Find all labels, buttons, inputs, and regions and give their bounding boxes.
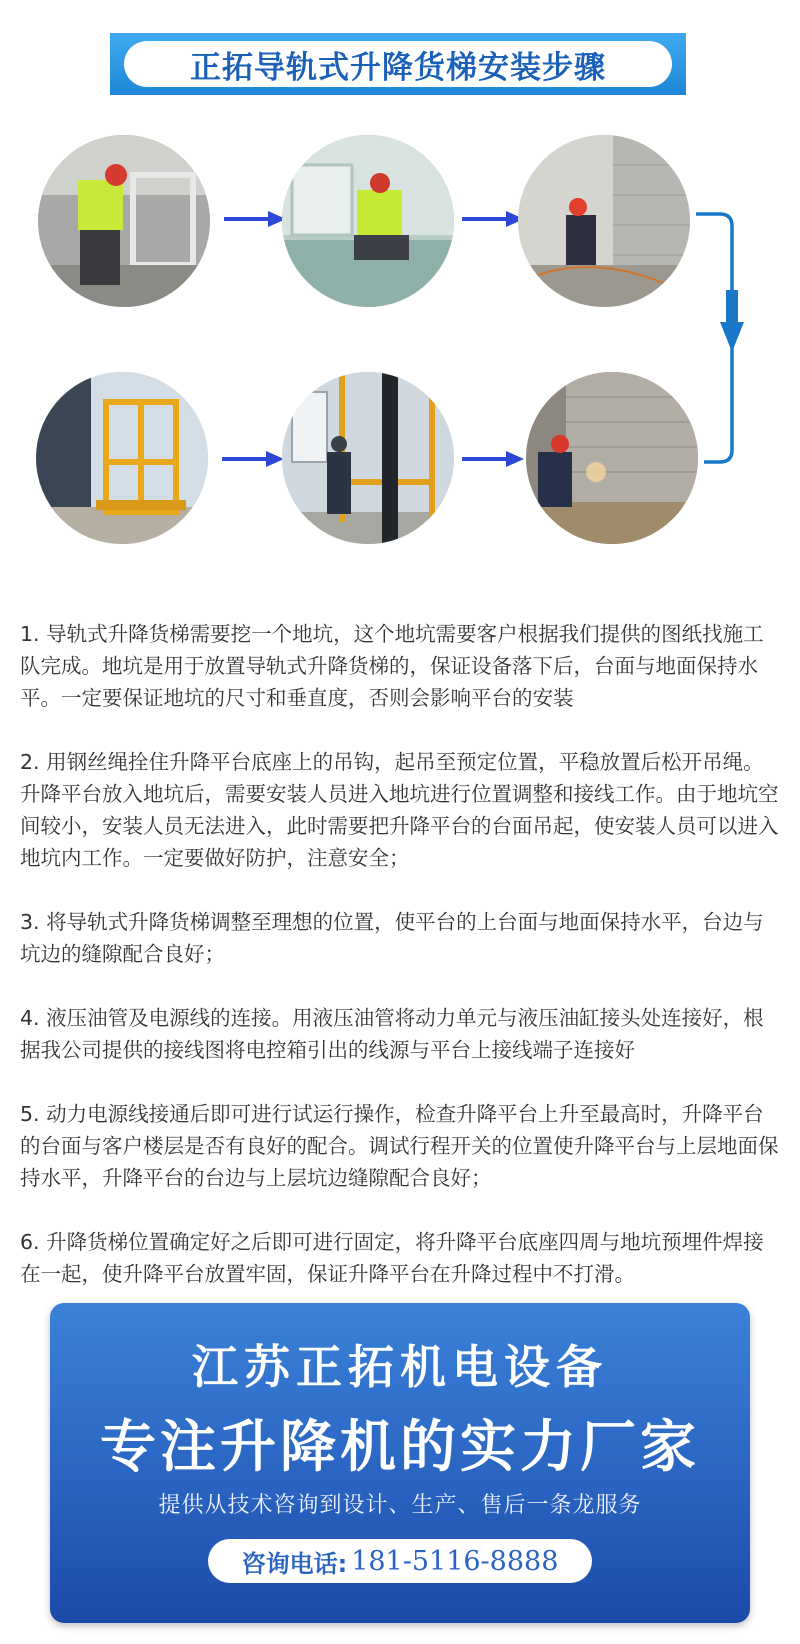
title-banner <box>110 33 686 95</box>
arrow-right-icon <box>222 451 284 467</box>
page-title: 正拓导轨式升降货梯安装步骤 <box>124 41 672 87</box>
arrow-right-icon <box>224 211 286 227</box>
arrow-right-icon <box>462 211 524 227</box>
step-text-6: 6. 升降货梯位置确定好之后即可进行固定，将升降平台底座四周与地坑预埋件焊接在一起，使升降平台放置牢固，保证升降平台在升降过程中不打滑。 <box>20 1230 764 1286</box>
step-text-4: 4. 液压油管及电源线的连接。用液压油管将动力单元与液压油缸接头处连接好，根据我公司提供的接线图将电控箱引出的线源与平台上接线端子连接好 <box>20 1006 764 1062</box>
installed-yellow-lift-photo <box>36 372 208 544</box>
worker-assembling-lift-photo <box>282 372 454 544</box>
step-photo-4 <box>526 372 698 544</box>
company-slogan: 专注升降机的实力厂家 <box>100 1415 700 1480</box>
step-text-2: 2. 用钢丝绳拴住升降平台底座上的吊钩，起吊至预定位置，平稳放置后松开吊绳。升降平台放入地坑后，需要安装人员进入地坑进行位置调整和接线工作。由于地坑空间较小，安装人员无法进入，此时需要把升降平台的台面吊起，使安装人员可以进入地坑内工作。一定要做好防护，注意安全； <box>20 750 779 870</box>
phone-label: 咨询电话: <box>241 1549 348 1578</box>
company-contact-card <box>50 1303 750 1623</box>
arrow-left-icon <box>462 451 524 467</box>
installation-steps <box>20 618 784 1322</box>
step-photo-6 <box>36 372 208 544</box>
flow-connector-icon <box>690 210 750 470</box>
phone-pill[interactable] <box>208 1539 592 1583</box>
step-text-3: 3. 将导轨式升降货梯调整至理想的位置，使平台的上台面与地面保持水平，台边与坑边的缝隙配合良好； <box>20 910 764 966</box>
phone-number[interactable]: 181-5116-8888 <box>351 1545 559 1577</box>
step-photo-2 <box>282 135 454 307</box>
company-name: 江苏正拓机电设备 <box>192 1340 608 1394</box>
worker-welding-frame-photo <box>38 135 210 307</box>
service-description: 提供从技术咨询到设计、生产、售后一条龙服务 <box>158 1493 642 1518</box>
step-text-5: 5. 动力电源线接通后即可进行试运行操作，检查升降平台上升至最高时，升降平台的台面与客户楼层是否有良好的配合。调试行程开关的位置使升降平台与上层地面保持水平，升降平台的台边与上层坑边缝隙配合良好； <box>20 1102 779 1190</box>
step-photo-5 <box>282 372 454 544</box>
step-photo-3 <box>518 135 690 307</box>
worker-kneeling-platform-photo <box>282 135 454 307</box>
step-text-1: 1. 导轨式升降货梯需要挖一个地坑，这个地坑需要客户根据我们提供的图纸找施工队完成。地坑是用于放置导轨式升降货梯的，保证设备落下后，台面与地面保持水平。一定要保证地坑的尺寸和垂直度，否则会影响平台的安装 <box>20 622 764 710</box>
worker-cutting-shaft-photo <box>526 372 698 544</box>
step-photo-1 <box>38 135 210 307</box>
worker-in-shaft-photo <box>518 135 690 307</box>
